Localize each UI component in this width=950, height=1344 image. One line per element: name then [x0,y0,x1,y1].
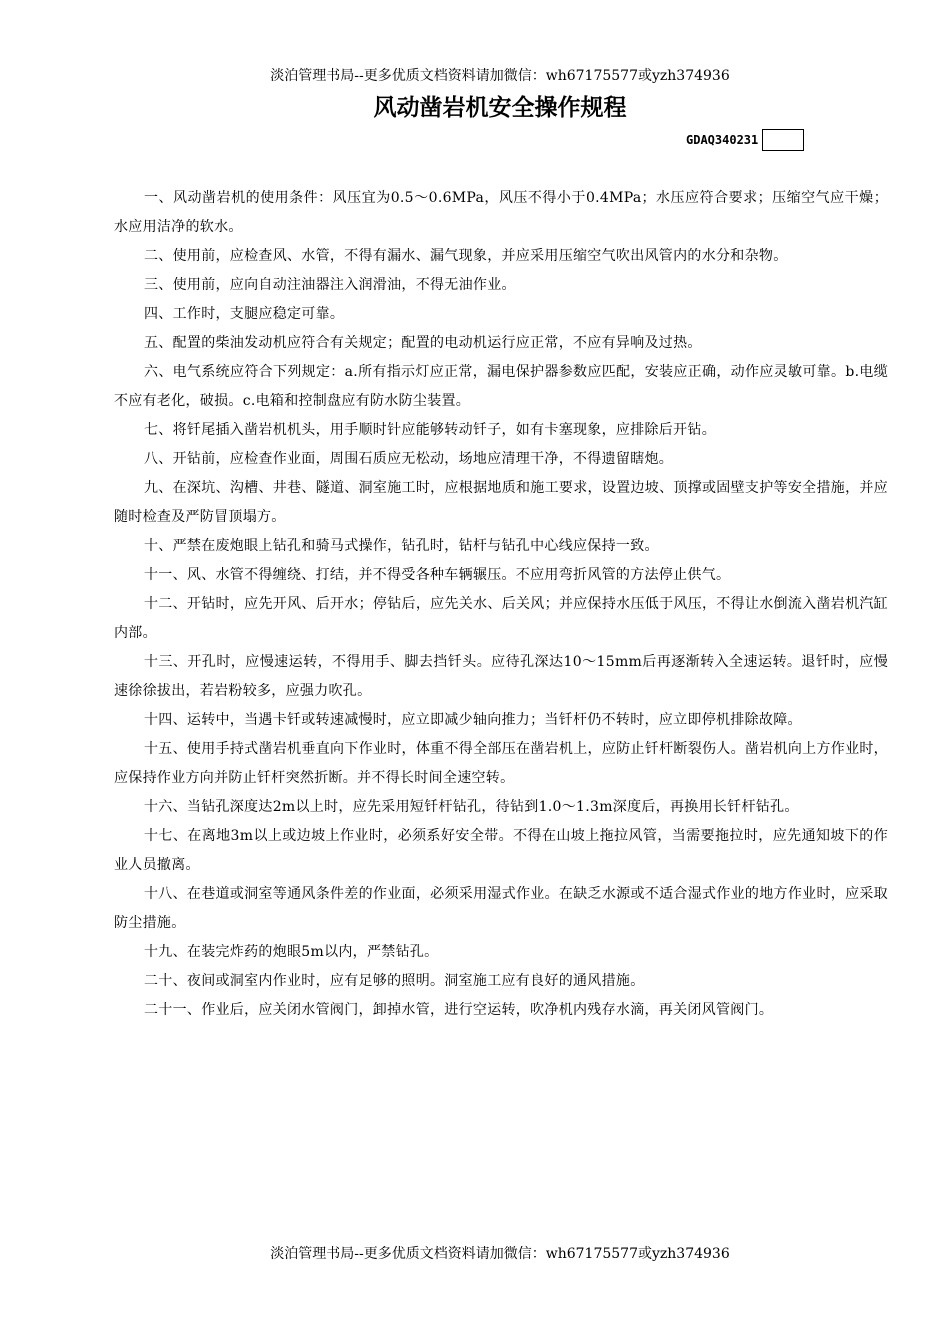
paragraph-14: 十四、运转中，当遇卡钎或转速减慢时，应立即减少轴向推力；当钎杆仍不转时，应立即停机排除故障。 [144,712,802,728]
code-box [762,129,804,151]
header-note: 淡泊管理书局--更多优质文档资料请加微信：wh67175577或yzh374936 [270,68,730,84]
footer-note: 淡泊管理书局--更多优质文档资料请加微信：wh67175577或yzh374936 [270,1246,730,1262]
paragraph-10: 十、严禁在废炮眼上钻孔和骑马式操作，钻孔时，钻杆与钻孔中心线应保持一致。 [144,538,659,554]
paragraph-2: 二、使用前，应检查风、水管，不得有漏水、漏气现象，并应采用压缩空气吹出风管内的水分和杂物。 [144,248,788,264]
paragraph-19: 十九、在装完炸药的炮眼5m以内，严禁钻孔。 [144,944,439,960]
paragraph-17: 十七、在离地3m以上或边坡上作业时，必须系好安全带。不得在山坡上拖拉风管，当需要拖拉时，应先通知坡下的作业人员撤离。 [114,828,888,873]
paragraph-20: 二十、夜间或洞室内作业时，应有足够的照明。洞室施工应有良好的通风措施。 [144,973,645,989]
paragraph-21: 二十一、作业后，应关闭水管阀门，卸掉水管，进行空运转，吹净机内残存水滴，再关闭风管阀门。 [144,1002,774,1018]
paragraph-5: 五、配置的柴油发动机应符合有关规定；配置的电动机运行应正常，不应有异响及过热。 [144,335,702,351]
document-body [114,184,888,1025]
document-title: 风动凿岩机安全操作规程 [373,95,627,121]
paragraph-15: 十五、使用手持式凿岩机垂直向下作业时，体重不得全部压在凿岩机上，应防止钎杆断裂伤人。凿岩机向上方作业时，应保持作业方向并防止钎杆突然折断。并不得长时间全速空转。 [114,741,888,786]
document-code: GDAQ340231 [686,133,759,147]
document-code-row [686,128,804,152]
paragraph-11: 十一、风、水管不得缠绕、打结，并不得受各种车辆辗压。不应用弯折风管的方法停止供气。 [144,567,731,583]
paragraph-12: 十二、开钻时，应先开风、后开水；停钻后，应先关水、后关风；并应保持水压低于风压，不得让水倒流入凿岩机汽缸内部。 [114,596,888,641]
paragraph-3: 三、使用前，应向自动注油器注入润滑油，不得无油作业。 [144,277,516,293]
paragraph-9: 九、在深坑、沟槽、井巷、隧道、洞室施工时，应根据地质和施工要求，设置边坡、顶撑或固壁支护等安全措施，并应随时检查及严防冒顶塌方。 [114,480,888,525]
paragraph-8: 八、开钻前，应检查作业面，周围石质应无松动，场地应清理干净，不得遗留瞎炮。 [144,451,674,467]
paragraph-4: 四、工作时，支腿应稳定可靠。 [144,306,345,322]
paragraph-18: 十八、在巷道或洞室等通风条件差的作业面，必须采用湿式作业。在缺乏水源或不适合湿式作业的地方作业时，应采取防尘措施。 [114,886,888,931]
paragraph-16: 十六、当钻孔深度达2m以上时，应先采用短钎杆钻孔，待钻到1.0～1.3m深度后，再换用长钎杆钻孔。 [144,799,799,815]
paragraph-6: 六、电气系统应符合下列规定：a.所有指示灯应正常，漏电保护器参数应匹配，安装应正确，动作应灵敏可靠。b.电缆不应有老化，破损。c.电箱和控制盘应有防水防尘装置。 [114,364,888,409]
paragraph-7: 七、将钎尾插入凿岩机机头，用手顺时针应能够转动钎子，如有卡塞现象，应排除后开钻。 [144,422,716,438]
paragraph-1: 一、风动凿岩机的使用条件：风压宜为0.5～0.6MPa，风压不得小于0.4MPa；水压应符合要求；压缩空气应干燥；水应用洁净的软水。 [114,190,888,235]
paragraph-13: 十三、开孔时，应慢速运转，不得用手、脚去挡钎头。应待孔深达10～15mm后再逐渐转入全速运转。退钎时，应慢速徐徐拔出，若岩粉较多，应强力吹孔。 [114,654,888,699]
